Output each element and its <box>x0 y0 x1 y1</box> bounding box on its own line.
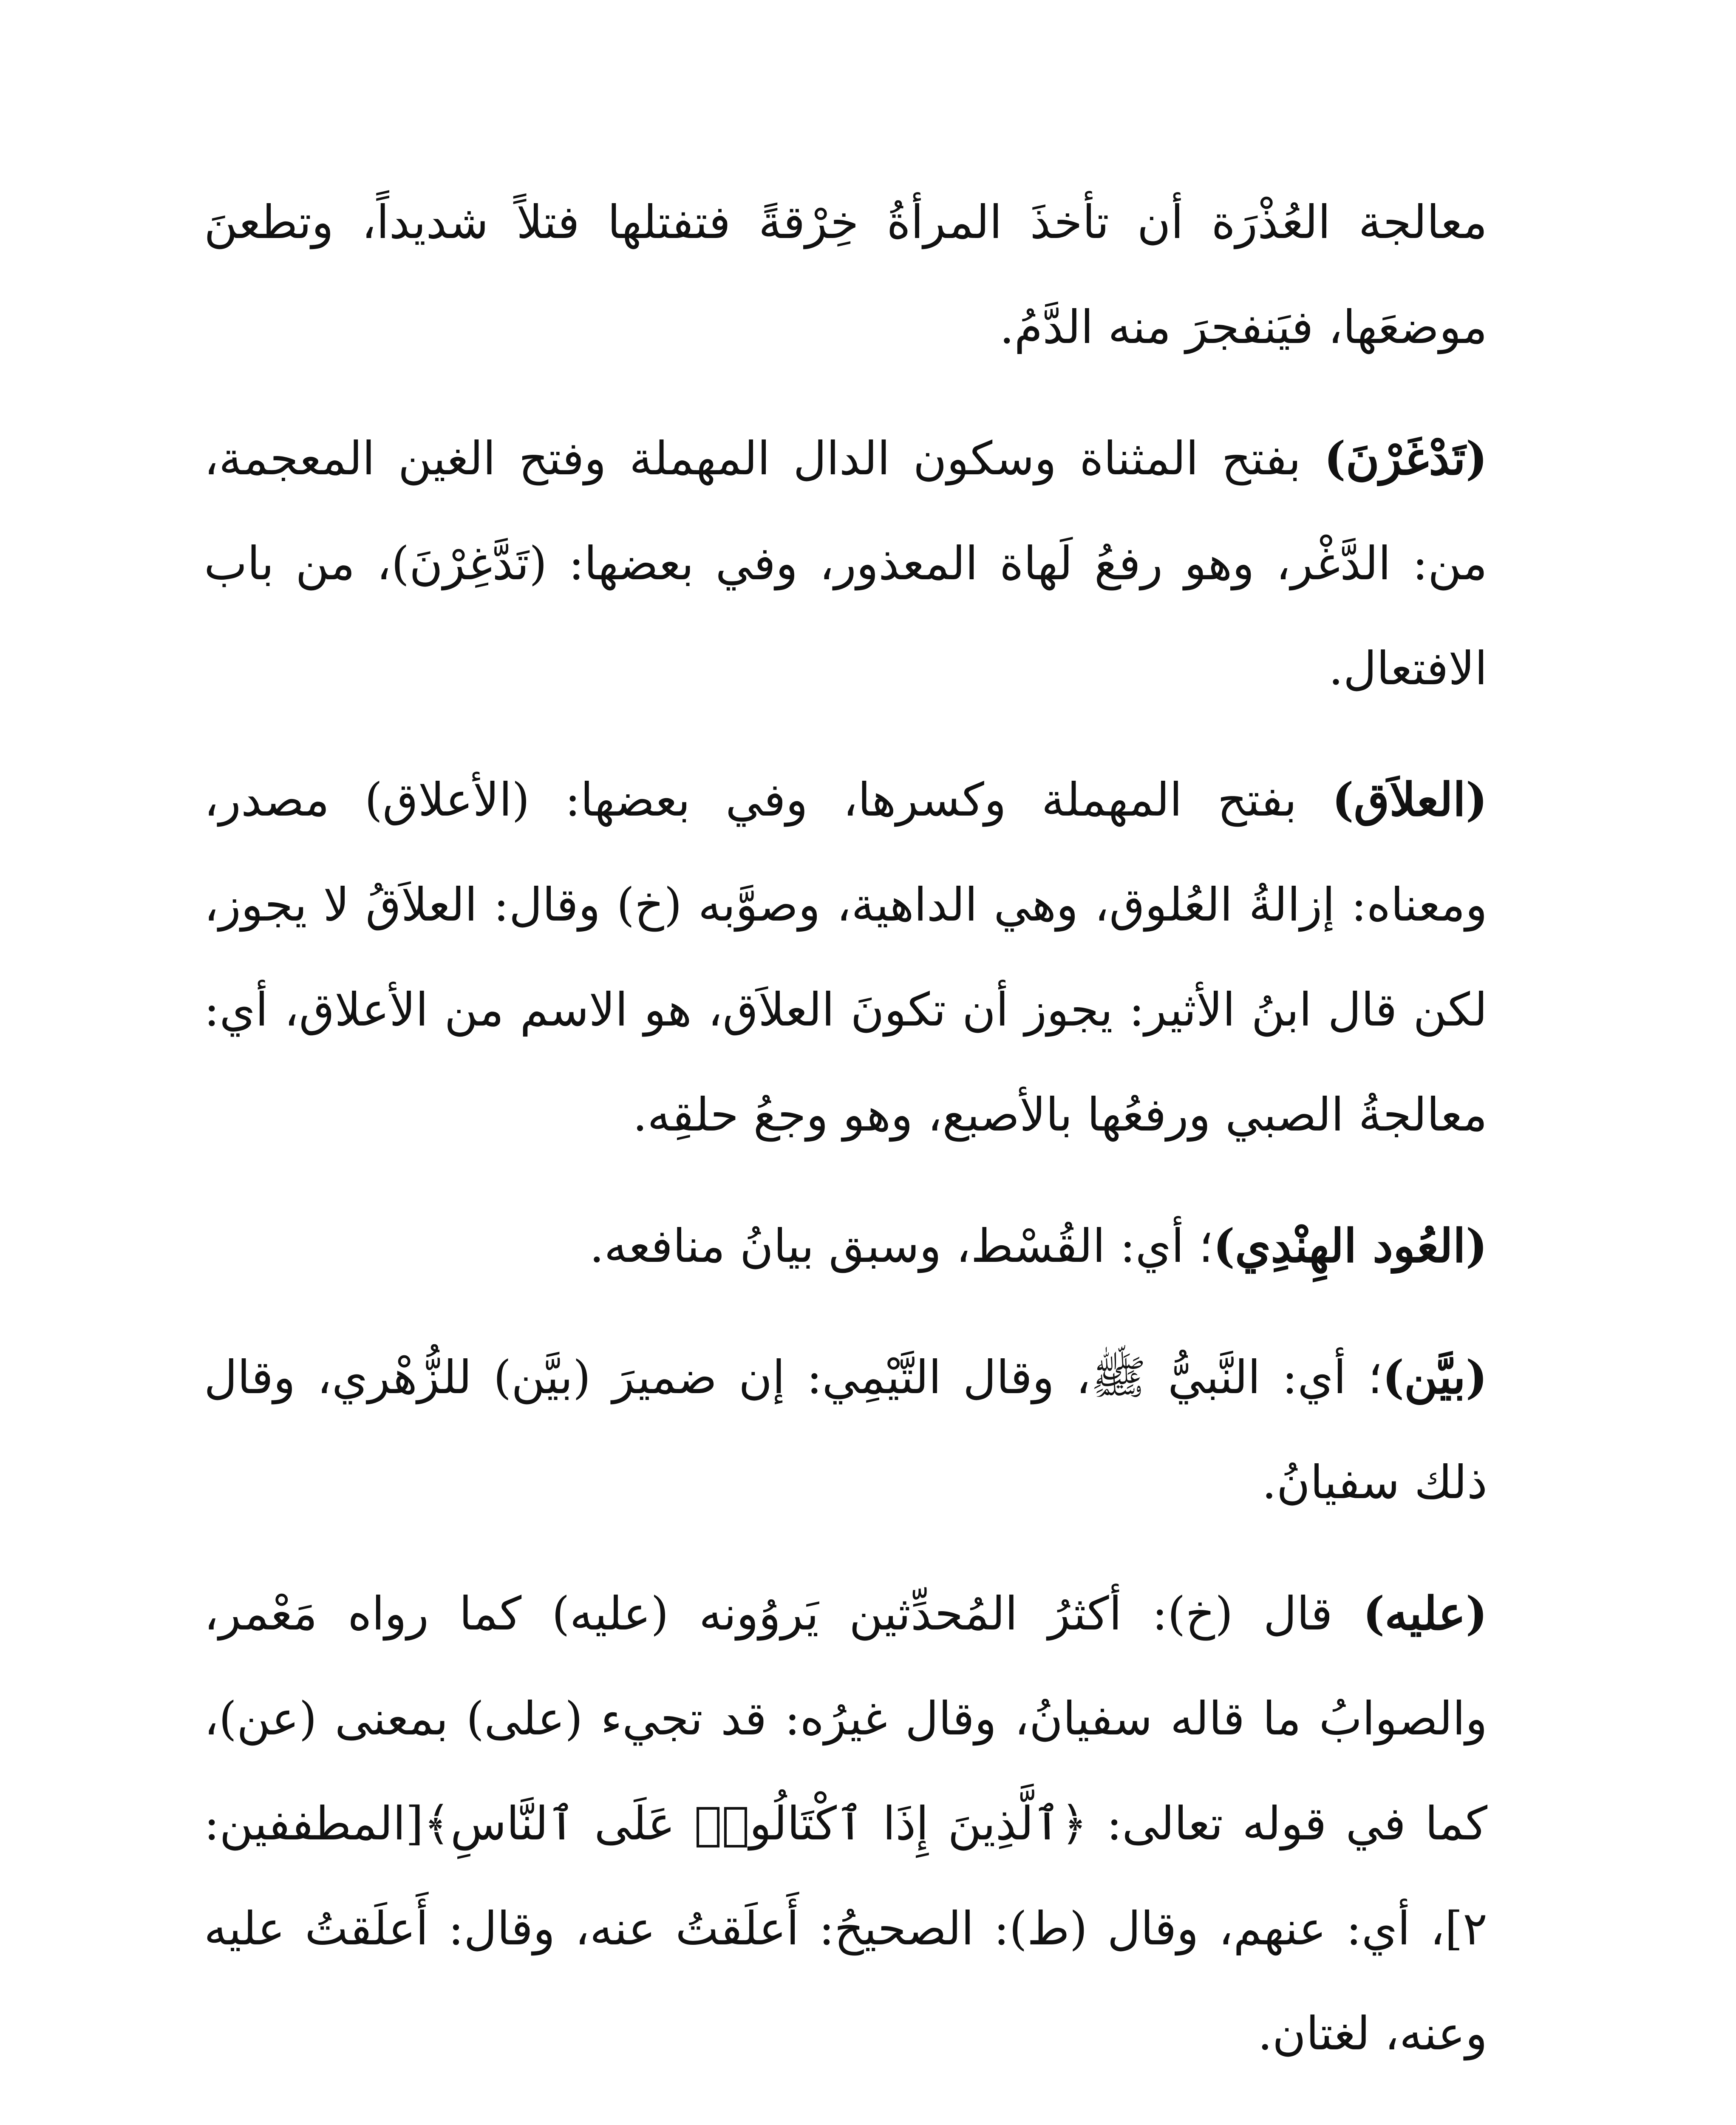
paragraph-6 <box>204 1561 1487 2086</box>
paragraph-4-term: (العُود الهِنْدِي) <box>1213 1219 1487 1273</box>
paragraph-5-term: (بيَّن) <box>1382 1351 1487 1404</box>
paragraph-2 <box>204 406 1487 721</box>
paragraph-5 <box>204 1325 1487 1535</box>
paragraph-6-term: (عليه) <box>1363 1587 1487 1640</box>
paragraph-4-body: ؛ أي: القُسْط، وسبق بيانُ منافعه. <box>589 1220 1213 1273</box>
paragraph-3-body: بفتح المهملة وكسرها، وفي بعضها: (الأعلاق) مصدر، ومعناه: إزالةُ العُلوق، وهي الداهية، وصوَّبه (خ) وقال: العلاَقُ لا يجوز، لكن قال ابنُ الأثير: يجوز أن تكونَ العلاَق، هو الاسم من الأعلاق، أي: معالجةُ الصبي ورفعُها بالأصبع، وهو وجعُ حلقِه. <box>204 774 1487 1142</box>
main-text <box>204 170 1487 2125</box>
paragraph-4 <box>204 1194 1487 1299</box>
paragraph-6-body: قال (خ): أكثرُ المُحدِّثين يَروُونه (عليه) كما رواه مَعْمر، والصوابُ ما قاله سفيانُ، وقال غيرُه: قد تجيء (على) بمعنى (عن)، كما في قوله تعالى: ﴿ٱلَّذِينَ إِذَا ٱكْتَالُوا۟ عَلَى ٱلنَّاسِ﴾[المطففين: ٢]، أي: عنهم، وقال (ط): الصحيحُ: أَعلَقتُ عنه، وقال: أَعلَقتُ عليه وعنه، لغتان. <box>204 1587 1488 2060</box>
paragraph-2-body: بفتح المثناة وسكون الدال المهملة وفتح الغين المعجمة، من: الدَّغْر، وهو رفعُ لَهاة المعذور، وفي بعضها: (تَدَّغِرْنَ)، من باب الافتعال. <box>204 432 1487 695</box>
paragraph-3 <box>204 748 1487 1167</box>
paragraph-5-body: ؛ أي: النَّبيُّ ﷺ، وقال التَّيْمِي: إن ضميرَ (بيَّن) للزُّهْري، وقال ذلك سفيانُ. <box>204 1351 1487 1509</box>
paragraph-3-term: (العلاَق) <box>1332 773 1487 827</box>
paragraph-2-term: (تَدْغَرْنَ) <box>1324 432 1487 485</box>
paragraph-1-body: معالجة العُذْرَة أن تأخذَ المرأةُ خِرْقةً فتفتلها فتلاً شديداً، وتطعنَ موضعَها، فيَنفجرَ منه الدَّمُ. <box>204 196 1487 354</box>
paragraph-7 <box>204 2113 1487 2125</box>
paragraph-1 <box>204 170 1487 380</box>
